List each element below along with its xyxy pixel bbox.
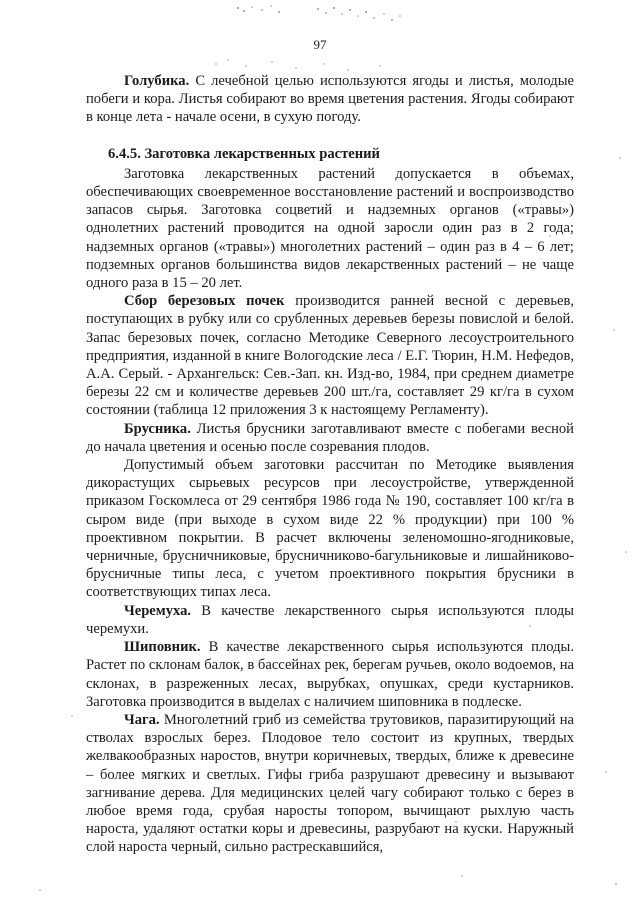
term-cheryomukha: Черемуха. bbox=[124, 602, 192, 619]
paragraph-cheryomukha bbox=[86, 602, 574, 638]
paragraph-text: производится ранней весной с деревьев, поступающих в рубку или со срубленных деревьев березы повислой и белой. Запас березовых почек, согласно Методике Северного лесоустроительного предприятия, изданной в книге Вологодские леса / Е.Г. Тюрин, Н.М. Нефедов, А.А. Серый. - Архангельск: Сев.-Зап. кн. Изд-во, 1984, при среднем диаметре березы 22 см и количестве деревьев 200 шт./га, составляет 29 кг/га в сухом состоянии (таблица 12 приложения 3 к настоящему Регламенту). bbox=[86, 293, 575, 419]
page-number: 97 bbox=[313, 37, 327, 52]
paragraph-text: Заготовка лекарственных растений допускается в объемах, обеспечивающих своевременное восстановление растений и воспроизводство запасов сырья. Заготовка соцветий и надземных органов («травы») однолетних растений проводится на одной заросли один раз в 2 года; надземных органов («травы») многолетних растений – один раз в 4 – 6 лет; подземных органов большинства видов лекарственных растений – не чаще одного раза в 15 – 20 лет. bbox=[86, 165, 574, 292]
paragraph-allowed-volume bbox=[86, 456, 574, 602]
term-chaga: Чага. bbox=[124, 711, 160, 728]
paragraph-text: В качестве лекарственного сырья используются плоды черемухи. bbox=[86, 602, 574, 637]
paragraph-text: С лечебной целью используются ягоды и листья, молодые побеги и кора. Листья собирают во время цветения растения. Ягоды собирают в конце лета - начале осени, в сухую погоду. bbox=[86, 73, 574, 126]
term-golubika: Голубика. bbox=[124, 73, 190, 89]
paragraph-text: Многолетний гриб из семейства трутовиков, паразитирующий на стволах взрослых берез. Плодовое тело состоит из крупных, твердых желвакообразных наростов, внутри коричневых, твердых, ближе к древесине – более мягких и светлых. Гифы гриба разрушают древесину и вызывают загнивание дерева. Для медицинских целей чагу собирают только с берез в любое время года, срубая наросты топором, вычищают рыхлую часть нароста, удаляют остатки коры и древесины, разрубают на куски. Наружный слой нароста черный, сильно растрескавшийся, bbox=[86, 711, 574, 856]
paragraph-text: Допустимый объем заготовки рассчитан по Методике выявления дикорастущих сырьевых ресурсов при лесоустройстве, утвержденной приказом Госкомлеса от 29 сентября 1986 года № 190, составляет 100 кг/га в сыром виде (при выходе в сухом виде 22 % продукции) при 100 % проективном покрытии. В расчет включены зеленомошно-ягодниковые, черничные, брусничниковые, брусничниково-багульниковые и лишайниково-брусничные типы леса, с учетом проективного покрытия брусники в соответствующих типах леса. bbox=[86, 457, 574, 601]
term-shipovnik: Шиповник. bbox=[124, 639, 201, 656]
paragraph-harvest-rules bbox=[86, 165, 574, 292]
section-heading-text: 6.4.5. Заготовка лекарственных растений bbox=[108, 145, 380, 162]
paragraph-birch-buds bbox=[86, 292, 574, 419]
document-body bbox=[86, 72, 574, 857]
paragraph-shipovnik bbox=[86, 638, 574, 711]
term-brusnika: Брусника. bbox=[124, 420, 191, 437]
section-heading bbox=[86, 145, 574, 163]
term-birch-buds: Сбор березовых почек bbox=[124, 293, 285, 310]
paragraph-text: Листья брусники заготавливают вместе с побегами весной до начала цветения и осенью после созревания плодов. bbox=[86, 420, 574, 455]
paragraph-chaga bbox=[86, 711, 574, 857]
paragraph-brusnika bbox=[86, 420, 574, 456]
paragraph-text: В качестве лекарственного сырья используются плоды. Растет по склонам балок, в бассейнах рек, берегам ручьев, около водоемов, на склонах, в разреженных лесах, вырубках, опушках, среди кустарников. Заготовка производится в выделах с наличием шиповника в подлеске. bbox=[86, 639, 574, 710]
paragraph-golubika bbox=[86, 72, 574, 127]
